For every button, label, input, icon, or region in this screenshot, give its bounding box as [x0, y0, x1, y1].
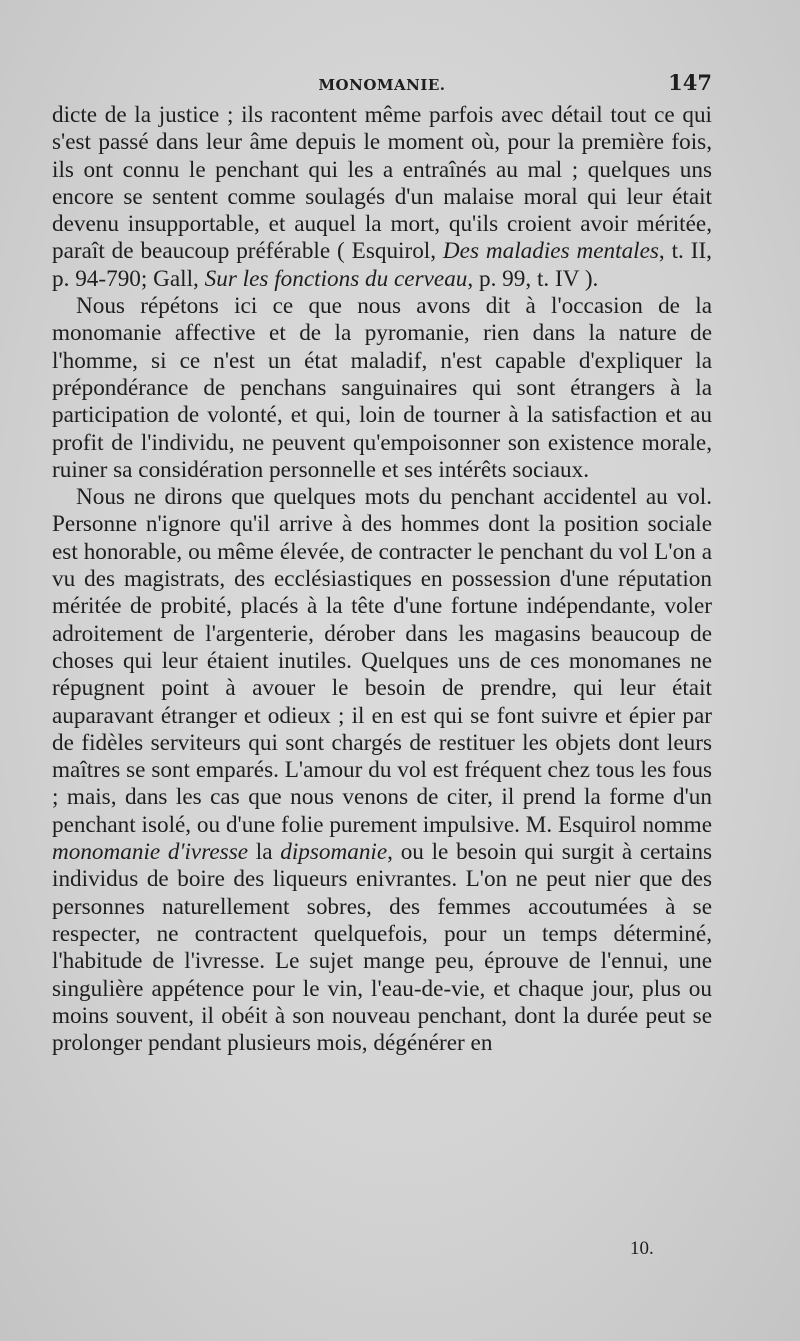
page-header — [52, 70, 712, 104]
text-run: Nous répétons ici ce que nous avons dit à l'occasion de la monomanie affective et de la pyromanie, rien dans la nature de l'homme, si ce n'est un état maladif, n'est capable d'expliquer la prépondérance de penchans sanguinaires qui sont étrangers à la participation de volonté, et qui, loin de tourner à la satisfaction et au profit de l'individu, ne peuvent qu'empoisonner son existence morale, ruiner sa considération personnelle et ses intérêts sociaux. — [52, 293, 712, 483]
text-run: , ou le besoin qui surgit à certains individus de boire des liqueurs enivrantes. L'on ne peut nier que des personnes naturellement sobres, des femmes accoutumées à se respecter, ne contractent quelquefois, pour un temps déterminé, l'habitude de l'ivresse. Le sujet mange peu, éprouve de l'ennui, une singulière appétence pour le vin, l'eau-de-vie, et chaque jour, plus ou moins souvent, il obéit à son nouveau penchant, dont la durée peut se prolonger pendant plusieurs mois, dégénérer en — [52, 839, 712, 1057]
body-text — [52, 102, 712, 1057]
paragraph — [52, 293, 712, 484]
text-run: , p. 99, t. IV ). — [467, 265, 599, 292]
paragraph — [52, 102, 712, 293]
running-title: MONOMANIE. — [318, 76, 446, 94]
page-number: 147 — [668, 70, 712, 95]
text-run: Nous ne dirons que quelques mots du penchant accidentel au vol. Personne n'ignore qu'il arrive à des hommes dont la position sociale est honorable, ou même élevée, de contracter le penchant du vol L'on a vu des magistrats, des ecclésiastiques en possession d'une réputation méritée de probité, placés à la tête d'une fortune indépendante, voler adroitement de l'argenterie, dérober dans les magasins beaucoup de choses qui leur étaient inutiles. Quelques uns de ces monomanes ne répugnent point à avouer le besoin de prendre, qui leur était auparavant étranger et odieux ; il en est qui se font suivre et épier par de fidèles serviteurs qui sont chargés de restituer les objets dont leurs maîtres se sont emparés. L'amour du vol est fréquent chez tous les fous ; mais, dans les cas que nous venons de citer, il prend la forme d'un penchant isolé, ou d'une folie purement impulsive. M. Esquirol nomme — [52, 484, 712, 838]
paragraph — [52, 484, 712, 1057]
signature-mark: 10. — [630, 1238, 654, 1259]
text-run: , t. II, p. 94-790; Gall, — [52, 238, 712, 292]
italic-title: dipsomanie — [280, 839, 388, 866]
italic-title: Des maladies mentales — [442, 238, 659, 265]
italic-title: Sur les fonctions du cerveau — [204, 265, 468, 292]
text-run: dicte de la justice ; ils racontent même parfois avec détail tout ce qui s'est passé dans leur âme depuis le moment où, pour la première fois, ils ont connu le penchant qui les a entraînés au mal ; quelques uns encore se sentent comme soulagés d'un malaise moral qui leur était devenu insupportable, et auquel la mort, qu'ils croient avoir méritée, paraît de beaucoup préférable ( Esquirol, — [52, 102, 712, 265]
italic-title: monomanie d'ivresse — [52, 839, 249, 866]
text-run: la — [248, 839, 281, 866]
